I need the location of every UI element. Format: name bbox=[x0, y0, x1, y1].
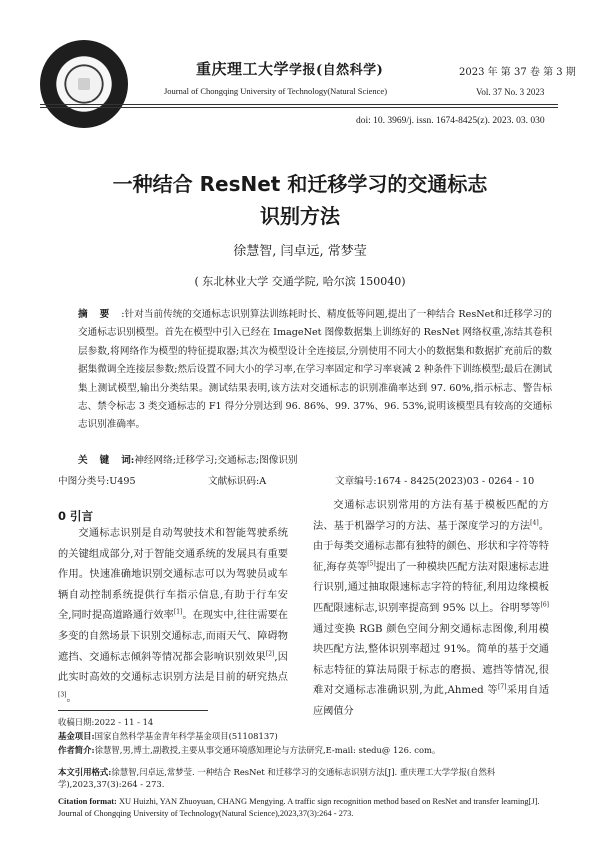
footnote-rule bbox=[58, 710, 208, 711]
clc-number: 中图分类号:U495 bbox=[58, 476, 136, 487]
volume-cn: 2023 年 第 37 卷 第 3 期 bbox=[459, 67, 576, 78]
paper-title-line1: 一种结合 ResNet 和迁移学习的交通标志 bbox=[112, 172, 488, 196]
abstract-label: 摘要 bbox=[78, 309, 122, 320]
keywords: 关键词:神经网络;迁移学习;交通标志;图像识别 bbox=[78, 455, 298, 466]
abstract-text: :针对当前传统的交通标志识别算法训练耗时长、精度低等问题,提出了一种结合 ResNet和迁移学习的交通标志识别模型。首先在模型中引入已经在 ImageNet 图像数据集上训练好的 ResNet 网络权重,冻结其卷积层参数,将网络作为模型的特征提取器;其次为模型设计全连接层,分别使用不同大小的数据集和数据扩充前后的数据集微调全连接层参数;然后设置不同大小的学习率,在学习率固定和学习率衰减 2 种条件下训练模型;最后在测试集上测试模型,输出分类结果。测试结果表明,该方法对交通标志的识别准确率达到 97. 60%,指示标志、警告标志、禁令标志 3 类交通标志的 F1 得分分别达到 96. 86%、99. 37%、96. 53%,说明该模型具有较高的交通标志识别准确率。 bbox=[78, 309, 552, 431]
keywords-label: 关键 bbox=[78, 455, 122, 466]
intro-right-column: 交通标志识别常用的方法有基于模板匹配的方法、基于机器学习的方法、基于深度学习的方法[4]。由于每类交通标志都有独特的颜色、形状和字符等特征,海存英等[5]提出了一种模块匹配方法对限速标志进行识别,通过抽取限速标志字符的特征,利用边缘模板匹配限速标志,识别率提高到 95% 以上。谷明琴等[6]通过变换 RGB 颜色空间分割交通标志图像,利用模块匹配方法,整体识别率超过 91%。简单的基于交通标志特征的算法局限于标志的磨损、遮挡等情况,很难对交通标志准确识别,为此,Ahmed 等[7]采用自适应阈值分 bbox=[313, 500, 550, 717]
article-number: 文章编号:1674 - 8425(2023)03 - 0264 - 10 bbox=[335, 476, 535, 487]
doi[interactable]: doi: 10. 3969/j. issn. 1674-8425(z). 2023. 03. 030 bbox=[356, 116, 545, 126]
citation[interactable]: [6] bbox=[540, 601, 549, 609]
document-code: 文献标识码:A bbox=[208, 476, 267, 487]
citation-format-cn: 本文引用格式:徐慧智,闫卓远,常梦莹. 一种结合 ResNet 和迁移学习的交通标志识别方法[J]. 重庆理工大学学报(自然科学),2023,37(3):264 - 273. bbox=[58, 767, 496, 789]
citation[interactable]: [3] bbox=[58, 691, 67, 699]
citation[interactable]: [7] bbox=[497, 683, 507, 691]
journal-title-en: Journal of Chongqing University of Technology(Natural Science) bbox=[164, 86, 388, 96]
citation[interactable]: [2] bbox=[265, 650, 275, 658]
header-rule bbox=[40, 104, 558, 105]
volume-en: Vol. 37 No. 3 2023 bbox=[476, 87, 545, 97]
authors: 徐慧智, 闫卓远, 常梦莹 bbox=[233, 244, 367, 259]
author-bio: 作者简介:徐慧智,男,博士,副教授,主要从事交通环境感知理论与方法研究,E-mail: stedu@ 126. com。 bbox=[58, 745, 441, 755]
paper-title-line2: 识别方法 bbox=[260, 204, 340, 228]
citation[interactable]: [1] bbox=[173, 608, 183, 616]
seal-year: 1940 bbox=[77, 96, 93, 103]
citation[interactable]: [4] bbox=[530, 519, 539, 527]
citation-format-en: Citation format: XU Huizhi, YAN Zhuoyuan, CHANG Mengying. A traffic sign recognition method based on ResNet and transfer learning[J]. Journal of Chongqing University of Technology(Natural Science),2023,37(3):264 - 273. bbox=[58, 797, 540, 818]
received-date: 收稿日期:2022 - 11 - 14 bbox=[58, 717, 154, 727]
seal-emblem bbox=[78, 78, 90, 90]
fund-info: 基金项目:国家自然科学基金青年科学基金项目(51108137) bbox=[58, 731, 278, 741]
abstract bbox=[78, 306, 552, 435]
citation[interactable]: [5] bbox=[367, 560, 376, 568]
keywords-text: 神经网络;迁移学习;交通标志;图像识别 bbox=[134, 455, 298, 466]
header-rule bbox=[40, 107, 558, 108]
journal-title-cn: 重庆理工大学学报(自然科学) bbox=[196, 60, 384, 78]
section-heading: 0 引言 bbox=[58, 509, 94, 523]
intro-left-column: 交通标志识别是自动驾驶技术和智能驾驶系统的关键组成部分,对于智能交通系统的发展具有重要作用。快速准确地识别交通标志可以为驾驶员或车辆自动控制系统提供行车指示信息,有助于行车安全,同时提高道路通行效率[1]。在现实中,往往需要在多变的自然场景下识别交通标志,而雨天气、障碍物遮挡、交通标志倾斜等情况都会影响识别效果[2],因此实时高效的交通标志识别方法是目前的研究热点[3]。 bbox=[58, 528, 288, 704]
affiliation: ( 东北林业大学 交通学院, 哈尔滨 150040) bbox=[194, 275, 406, 288]
